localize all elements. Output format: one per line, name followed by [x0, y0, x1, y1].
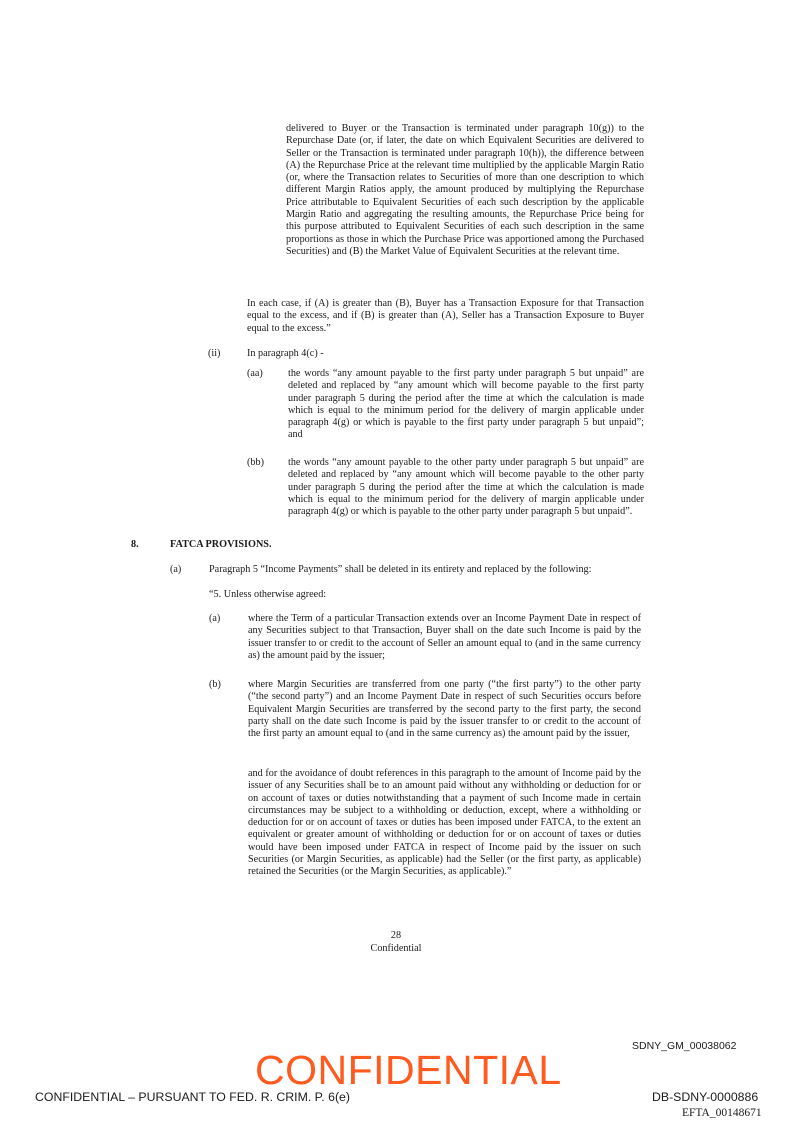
item-bb-label: (bb) [247, 457, 264, 468]
section-8-number: 8. [131, 539, 139, 550]
paragraph-each-case: In each case, if (A) is greater than (B), Buyer has a Transaction Exposure for that Transaction equal to the excess, and if (B) is greater than (A), Seller has a Transaction Exposure to Buyer equal to the excess.” [247, 298, 644, 334]
sub-a-label: (a) [209, 613, 221, 624]
page-confidential-label: Confidential [370, 943, 422, 954]
item-aa-label: (aa) [247, 368, 263, 379]
sub-b-label: (b) [209, 679, 221, 690]
confidential-legend: CONFIDENTIAL – PURSUANT TO FED. R. CRIM. P. 6(e) [35, 1090, 350, 1104]
bates-sdny: SDNY_GM_00038062 [632, 1040, 737, 1052]
item-8a-text: Paragraph 5 “Income Payments” shall be deleted in its entirety and replaced by the following: [209, 564, 592, 575]
page-number: 28 [390, 930, 402, 941]
paragraph-exposure-definition: delivered to Buyer or the Transaction is terminated under paragraph 10(g)) to the Repurchase Date (or, if later, the date on which Equivalent Securities are delivered to Seller or the Transaction is terminated under paragraph 10(h)), the difference between (A) the Repurchase Price at the relevant time multiplied by the applicable Margin Ratio (or, where the Transaction relates to Securities of more than one description to which different Margin Ratios apply, the amount produced by multiplying the Repurchase Price attributable to Equivalent Securities of each such description by the applicable Margin Ratio and aggregating the resulting amounts, the Repurchase Price being for this purpose attributed to Equivalent Securities of each such description in the same proportions as those in which the Purchase Price was apportioned among the Purchased Securities) and (B) the Market Value of Equivalent Securities at the relevant time. [286, 123, 644, 257]
sub-b-text: where Margin Securities are transferred from one party (“the first party”) to the other party (“the second party”) and an Income Payment Date in respect of such Securities occurs before Equivalent Margin Securities are transferred by the second party to the first party, the second party shall on the date such Income is paid by the issuer transfer to or credit to the account of the first party an amount equal to (and in the same currency as) the amount paid by the issuer, [248, 679, 641, 740]
sub-a-text: where the Term of a particular Transaction extends over an Income Payment Date in respect of any Securities subject to that Transaction, Buyer shall on the date such Income is paid by the issuer transfer to or credit to the account of Seller an amount equal to (and in the same currency as) the amount paid by the issuer; [248, 613, 641, 661]
closing-paragraph: and for the avoidance of doubt references in this paragraph to the amount of Income paid by the issuer of any Securities shall be to an amount paid without any withholding or deduction for or on account of taxes or duties notwithstanding that a payment of such Income made in certain circumstances may be subject to a withholding or deduction, except, where a withholding or deduction for or on account of taxes or duties has been imposed under FATCA, to the extent an equivalent or greater amount of withholding or deduction for or on account of taxes or duties would have been imposed under FATCA in respect of Income paid by the issuer on such Securities (or Margin Securities, as applicable) had the Seller (or the first party, as applicable) retained the Securities (or the Margin Securities, as applicable).” [248, 768, 641, 878]
quote-intro: “5. Unless otherwise agreed: [209, 589, 327, 600]
item-8a-label: (a) [170, 564, 182, 575]
item-ii-text: In paragraph 4(c) - [247, 348, 324, 359]
item-bb-text: the words “any amount payable to the other party under paragraph 5 but unpaid” are deleted and replaced by “any amount which will become payable to the other party under paragraph 5 during the period after the time at which the calculation is made which is equal to the minimum period for the delivery of margin applicable under paragraph 4(g) or which is payable to the other party under paragraph 5 but unpaid”. [288, 457, 644, 518]
bates-db: DB-SDNY-0000886 [652, 1090, 759, 1104]
section-8-title: FATCA PROVISIONS. [170, 539, 272, 550]
confidential-stamp: CONFIDENTIAL [255, 1047, 562, 1093]
efta-number: EFTA_00148671 [682, 1107, 762, 1119]
item-aa-text: the words “any amount payable to the first party under paragraph 5 but unpaid” are deleted and replaced by “any amount which will become payable to the first party under paragraph 5 during the period after the time at which the calculation is made which is equal to the minimum period for the delivery of margin applicable under paragraph 4(g) or which is payable to the first party under paragraph 5 but unpaid”; and [288, 368, 644, 441]
item-ii-label: (ii) [208, 348, 221, 359]
